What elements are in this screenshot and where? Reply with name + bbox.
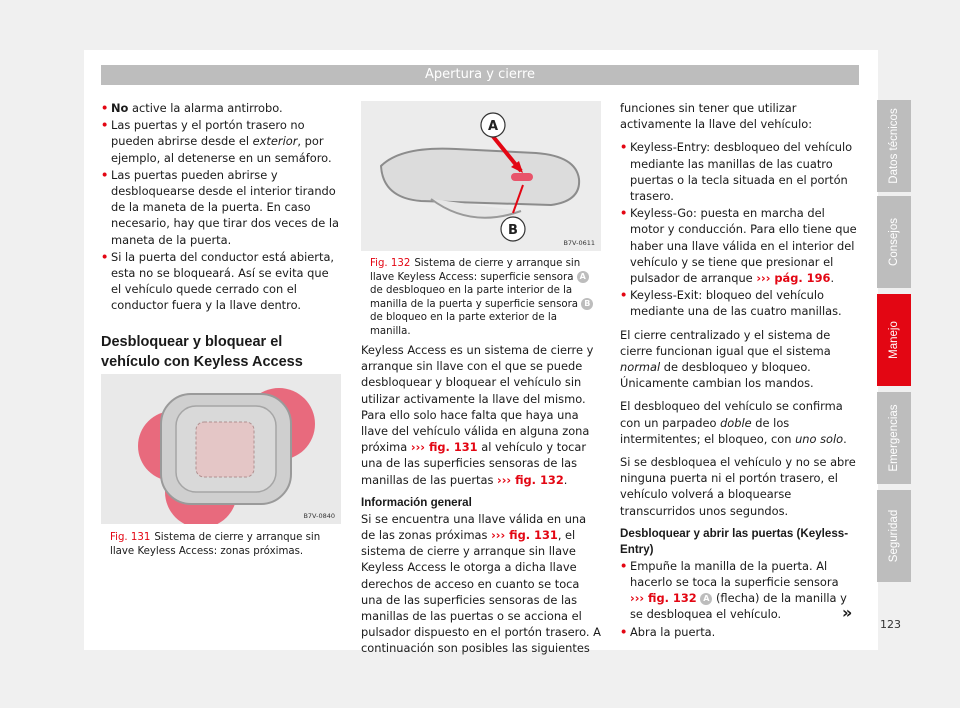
general-info-paragraph: Si se encuentra una llave válida en una de las zonas próximas ››› fig. 131, el sistema de cierre y arranque sin llave Keyless Access le otorga a dicha llave derechos de acceso en cuanto se toca una de las superficies sensoras de las manillas de las puertas o se acciona el pulsador dispuesto en el portón trasero. A continuación son posibles las siguientes — [361, 511, 601, 656]
figure-131-image — [101, 374, 341, 524]
functions-intro: funciones sin tener que utilizar activamente la llave del vehículo: — [620, 101, 813, 132]
intro-paragraph: Keyless Access es un sistema de cierre y arranque sin llave con el que se puede desbloquear y bloquear el vehículo sin utilizar activamente la llave del mismo. Para ello solo hace falta que haya una llave del vehículo válida en alguna zona próxima ››› fig. 131 al vehículo y tocar una de las superficies sensoras de las manillas de las puertas ››› fig. 132. — [361, 343, 594, 487]
link-page-196[interactable]: ››› pág. 196 — [756, 271, 831, 286]
figure-132-code: B7V-0611 — [563, 239, 595, 247]
figure-132-image — [361, 101, 601, 251]
tab-manejo[interactable]: Manejo — [877, 294, 911, 386]
car-zones-illustration — [101, 374, 341, 524]
bullet-doors-interior: • Las puertas pueden abrirse y desbloquearse desde el interior tirando de la maneta de la puerta. En caso necesario, hay que tirar dos veces de la maneta de la puerta. — [101, 167, 341, 248]
subheading-general-info: Información general — [361, 495, 472, 509]
subheading-keyless-entry: Desbloquear y abrir las puertas (Keyless-Entry) — [620, 526, 849, 556]
tab-emergencias[interactable]: Emergencias — [877, 392, 911, 484]
marker-a-inline: A — [700, 593, 712, 605]
svg-text:A: A — [487, 119, 499, 134]
bullet-doors-exterior: • Las puertas y el portón trasero no pueden abrirse desde el exterior, por ejemplo, al detenerse en un semáforo. — [101, 117, 341, 166]
middle-column — [361, 342, 601, 664]
link-fig-132-b[interactable]: ››› fig. 132 — [630, 591, 697, 606]
link-fig-132[interactable]: ››› fig. 132 — [497, 472, 564, 487]
tab-datos-tecnicos[interactable]: Datos técnicos — [877, 100, 911, 192]
page-number: 123 — [880, 618, 901, 631]
figure-131-code: B7V-0840 — [303, 512, 335, 520]
bullet-alarm: • No active la alarma antirrobo. — [101, 100, 341, 116]
figure-131-caption: Fig. 131 Sistema de cierre y arranque sin llave Keyless Access: zonas próximas. — [110, 532, 321, 557]
section-header: Apertura y cierre — [101, 65, 859, 85]
right-column — [620, 100, 860, 641]
paragraph-central-locking: El cierre centralizado y el sistema de cierre funcionan igual que el sistema normal de desbloqueo y bloqueo. Únicamente cambian los mandos. — [620, 327, 831, 391]
bullet-keyless-entry: • Keyless-Entry: desbloqueo del vehículo mediante las manillas de las cuatro puertas o la tecla situada en el portón trasero. — [620, 139, 860, 204]
sensor-surface-a — [511, 173, 533, 181]
tab-consejos[interactable]: Consejos — [877, 196, 911, 288]
continue-marker: » — [842, 603, 853, 622]
door-handle-illustration — [361, 101, 601, 251]
bullet-open-door: • Abra la puerta. — [620, 624, 860, 640]
paragraph-relock: Si se desbloquea el vehículo y no se abre ninguna puerta ni el portón trasero, el vehículo volverá a bloquearse transcurridos unos segundos. — [620, 455, 856, 518]
bullet-driver-door: • Si la puerta del conductor está abierta, esta no se bloqueará. Así se evita que el vehículo quede cerrado con el conductor fuera y la llave dentro. — [101, 249, 341, 314]
bullet-grip-handle: • Empuñe la manilla de la puerta. Al hacerlo se toca la superficie sensora ››› fig. 132 A (flecha) de la manilla y se desbloquea el vehículo. — [620, 558, 860, 623]
figure-132-caption: Fig. 132 Sistema de cierre y arranque sin llave Keyless Access: superficie sensora A de desbloqueo en la parte interior de la manilla de la puerta y superficie sensora B de bloqueo en la parte exterior de la manilla. — [370, 257, 600, 339]
svg-text:B: B — [508, 223, 518, 238]
bullet-keyless-go: • Keyless-Go: puesta en marcha del motor y conducción. Para ello tiene que haber una llave válida en el interior del vehículo y se tiene que presionar el pulsador de arranque ››› pág. 196. — [620, 205, 860, 286]
section-heading: Desbloquear y bloquear el vehículo con Keyless Access — [101, 333, 303, 370]
left-column — [101, 100, 341, 381]
tab-seguridad[interactable]: Seguridad — [877, 490, 911, 582]
paragraph-unlock-confirm: El desbloqueo del vehículo se confirma con un parpadeo doble de los intermitentes; el bloqueo, con uno solo. — [620, 399, 847, 446]
door-handle — [381, 149, 579, 205]
bullet-keyless-exit: • Keyless-Exit: bloqueo del vehículo mediante una de las cuatro manillas. — [620, 287, 860, 319]
link-fig-131-b[interactable]: ››› fig. 131 — [491, 528, 558, 543]
link-fig-131[interactable]: ››› fig. 131 — [410, 440, 478, 455]
